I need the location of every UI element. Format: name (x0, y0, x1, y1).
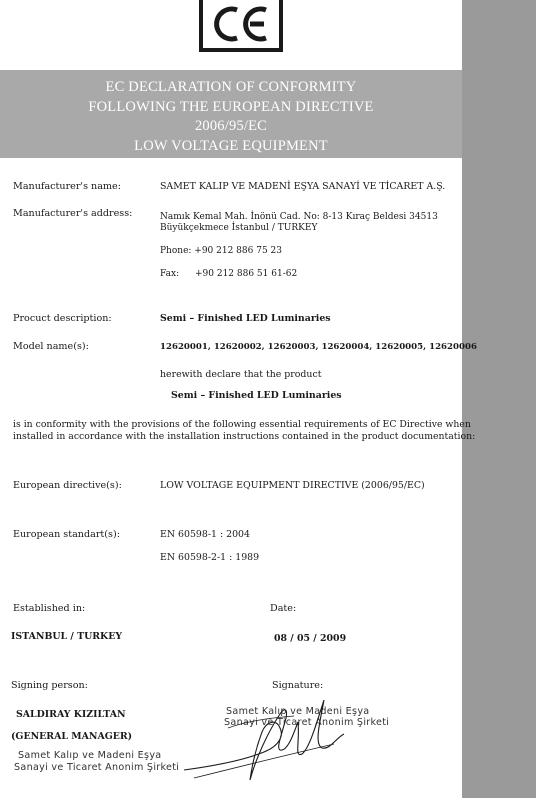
european-standard-label: European standart(s): (13, 529, 120, 540)
declared-product: Semi – Finished LED Luminaries (171, 390, 342, 401)
handwritten-signature (184, 688, 354, 792)
declaration-intro: herewith declare that the product (160, 369, 322, 380)
address-line: Namık Kemal Mah. İnönü Cad. No: 8-13 Kıraç Beldesi 34513 (160, 212, 438, 222)
scan-edge-band (462, 0, 536, 798)
conformity-statement-line: installed in accordance with the installation instructions contained in the product documentation: (13, 431, 476, 442)
signing-person-name: SALDIRAY KIZILTAN (16, 709, 126, 720)
established-place: ISTANBUL / TURKEY (11, 631, 123, 642)
conformity-statement-line: is in conformity with the provisions of the following essential requirements of EC Directive when (13, 419, 471, 430)
address-line: Büyükçekmece İstanbul / TURKEY (160, 223, 318, 233)
signing-person-title: (GENERAL MANAGER) (11, 731, 133, 742)
company-stamp-line: Sanayi ve Ticaret Anonim Şirketi (224, 717, 390, 728)
company-stamp-line: Samet Kalıp ve Madeni Eşya (18, 750, 162, 761)
established-label: Established in: (13, 603, 86, 614)
company-stamp-line: Samet Kalıp ve Madeni Eşya (226, 706, 370, 717)
product-description: Semi – Finished LED Luminaries (160, 313, 331, 324)
standard-item: EN 60598-1 : 2004 (160, 529, 250, 540)
banner-title-line: EC DECLARATION OF CONFORMITY (105, 79, 357, 95)
phone-number: Phone: +90 212 886 75 23 (160, 246, 282, 256)
standard-item: EN 60598-2-1 : 1989 (160, 552, 260, 563)
ce-mark-icon (210, 4, 272, 44)
signing-person-label: Signing person: (11, 680, 88, 691)
declaration-date: 08 / 05 / 2009 (274, 633, 347, 644)
european-directive: LOW VOLTAGE EQUIPMENT DIRECTIVE (2006/95/EC) (160, 480, 425, 491)
ce-mark-box (199, 0, 283, 52)
title-banner (0, 70, 462, 158)
manufacturer-name: SAMET KALIP VE MADENİ EŞYA SANAYİ VE TİCARET A.Ş. (160, 181, 446, 192)
fax-number: +90 212 886 51 61-62 (195, 269, 298, 279)
model-names-label: Model name(s): (13, 341, 89, 352)
signature-label: Signature: (272, 680, 324, 691)
company-stamp-line: Sanayi ve Ticaret Anonim Şirketi (14, 762, 180, 773)
banner-title-line: LOW VOLTAGE EQUIPMENT (134, 137, 328, 154)
banner-title-line: 2006/95/EC (194, 118, 268, 134)
european-directive-label: European directive(s): (13, 480, 122, 491)
product-description-label: Procuct description: (13, 313, 112, 324)
banner-title-line: FOLLOWING THE EUROPEAN DIRECTIVE (88, 98, 374, 115)
date-label: Date: (270, 603, 297, 614)
manufacturer-address-label: Manufacturer's address: (13, 208, 133, 219)
manufacturer-name-label: Manufacturer's name: (13, 181, 121, 192)
fax-label: Fax: (160, 269, 180, 279)
model-names: 12620001, 12620002, 12620003, 12620004, 12620005, 12620006 (160, 342, 477, 352)
